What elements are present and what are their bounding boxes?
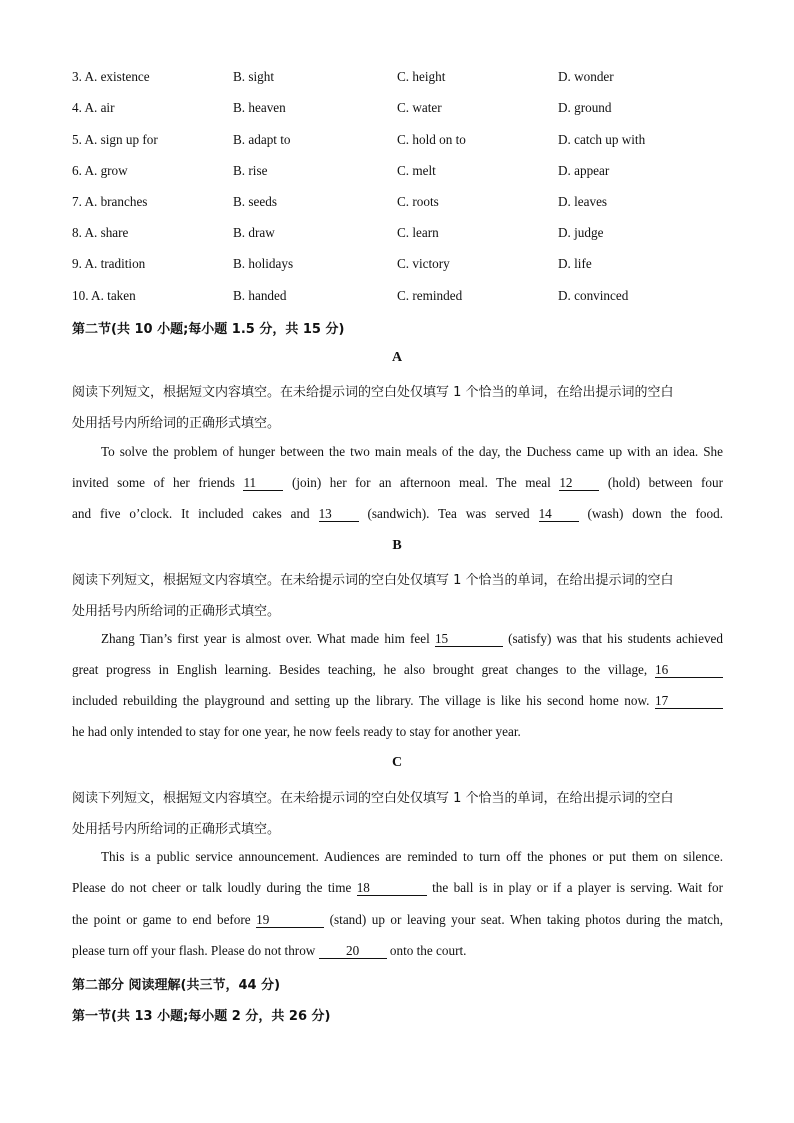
passage-c-line-4: please turn off your flash. Please do not throw 20 onto the court.	[72, 943, 467, 958]
choice-row-10	[72, 288, 732, 308]
passage-b-line-1: Zhang Tian’s first year is almost over. What made him feel 15 (satisfy) was that his students achieved	[101, 631, 723, 646]
instruction-line: 阅读下列短文，根据短文内容填空。在未给提示词的空白处仅填写 1 个恰当的单词，在给出提示词的空白	[72, 791, 674, 806]
option-b: B. sight	[233, 69, 275, 84]
part-heading: 第二部分 阅读理解(共三节，44 分)	[72, 978, 281, 993]
passage-a-line-3: and five o’clock. It included cakes and 13 (sandwich). Tea was served 14 (wash) down the food.	[72, 506, 723, 521]
instruction-line: 处用括号内所给词的正确形式填空。	[72, 416, 281, 431]
passage-b-line-4: he had only intended to stay for one year, he now feels ready to stay for another year.	[72, 724, 521, 739]
section-heading: 第二节(共 10 小题;每小题 1.5 分，共 15 分)	[72, 322, 345, 337]
option-b: B. adapt to	[233, 132, 291, 147]
choice-row-4	[72, 100, 732, 120]
option-b: B. handed	[233, 288, 287, 303]
passage-c-line-3: the point or game to end before 19 (stand) up or leaving your seat. When taking photos during the match,	[72, 912, 723, 927]
option-c: C. victory	[397, 256, 450, 271]
option-a: 7. A. branches	[72, 194, 148, 209]
instruction-line: 处用括号内所给词的正确形式填空。	[72, 822, 281, 837]
option-c: C. melt	[397, 163, 436, 178]
option-b: B. holidays	[233, 256, 294, 271]
option-b: B. rise	[233, 163, 268, 178]
option-d: D. convinced	[558, 288, 629, 303]
passage-c-line-2: Please do not cheer or talk loudly during the time 18 the ball is in play or if a player is serving. Wait for	[72, 880, 723, 895]
option-b: B. draw	[233, 225, 275, 240]
instruction-line: 阅读下列短文，根据短文内容填空。在未给提示词的空白处仅填写 1 个恰当的单词，在给出提示词的空白	[72, 385, 674, 400]
option-d: D. ground	[558, 100, 612, 115]
option-c: C. roots	[397, 194, 439, 209]
blank-17[interactable]: 17	[655, 694, 723, 709]
choice-row-5	[72, 132, 732, 152]
passage-c-line-1: This is a public service announcement. Audiences are reminded to turn off the phones or put them on silence.	[101, 849, 723, 864]
option-b: B. seeds	[233, 194, 277, 209]
option-d: D. judge	[558, 225, 604, 240]
choice-row-8	[72, 225, 732, 245]
blank-11[interactable]: 11	[243, 476, 283, 491]
passage-a-line-2: invited some of her friends 11 (join) her for an afternoon meal. The meal 12 (hold) between four	[72, 475, 723, 490]
option-c: C. reminded	[397, 288, 463, 303]
blank-19[interactable]: 19	[256, 913, 324, 928]
option-d: D. life	[558, 256, 592, 271]
passage-a-label: A	[391, 350, 403, 365]
blank-20[interactable]: 20	[319, 944, 387, 959]
blank-18[interactable]: 18	[357, 881, 427, 896]
choice-row-7	[72, 194, 732, 214]
option-c: C. height	[397, 69, 446, 84]
choice-row-9	[72, 256, 732, 276]
passage-b-label: B	[392, 538, 402, 553]
option-a: 5. A. sign up for	[72, 132, 158, 147]
blank-13[interactable]: 13	[319, 507, 359, 522]
choice-row-3	[72, 69, 732, 89]
blank-16[interactable]: 16	[655, 663, 723, 678]
passage-a-line-1: To solve the problem of hunger between the two main meals of the day, the Duchess came up with an idea. She	[101, 444, 723, 459]
option-d: D. appear	[558, 163, 610, 178]
blank-12[interactable]: 12	[559, 476, 599, 491]
option-c: C. water	[397, 100, 442, 115]
instruction-line: 处用括号内所给词的正确形式填空。	[72, 604, 281, 619]
option-d: D. wonder	[558, 69, 614, 84]
option-a: 8. A. share	[72, 225, 129, 240]
choice-row-6	[72, 163, 732, 183]
blank-14[interactable]: 14	[539, 507, 579, 522]
instruction-line: 阅读下列短文，根据短文内容填空。在未给提示词的空白处仅填写 1 个恰当的单词，在给出提示词的空白	[72, 573, 674, 588]
option-a: 9. A. tradition	[72, 256, 146, 271]
option-b: B. heaven	[233, 100, 286, 115]
passage-b-line-3: included rebuilding the playground and setting up the library. The village is like his second home now. 17	[72, 693, 723, 709]
option-c: C. hold on to	[397, 132, 466, 147]
option-a: 6. A. grow	[72, 163, 128, 178]
option-a: 4. A. air	[72, 100, 115, 115]
passage-c-label: C	[391, 755, 403, 770]
option-d: D. catch up with	[558, 132, 646, 147]
passage-b-line-2: great progress in English learning. Besides teaching, he also brought great changes to the village, 16	[72, 662, 723, 678]
section-heading: 第一节(共 13 小题;每小题 2 分，共 26 分)	[72, 1009, 331, 1024]
option-a: 3. A. existence	[72, 69, 150, 84]
blank-15[interactable]: 15	[435, 632, 503, 647]
option-a: 10. A. taken	[72, 288, 136, 303]
option-d: D. leaves	[558, 194, 608, 209]
option-c: C. learn	[397, 225, 439, 240]
